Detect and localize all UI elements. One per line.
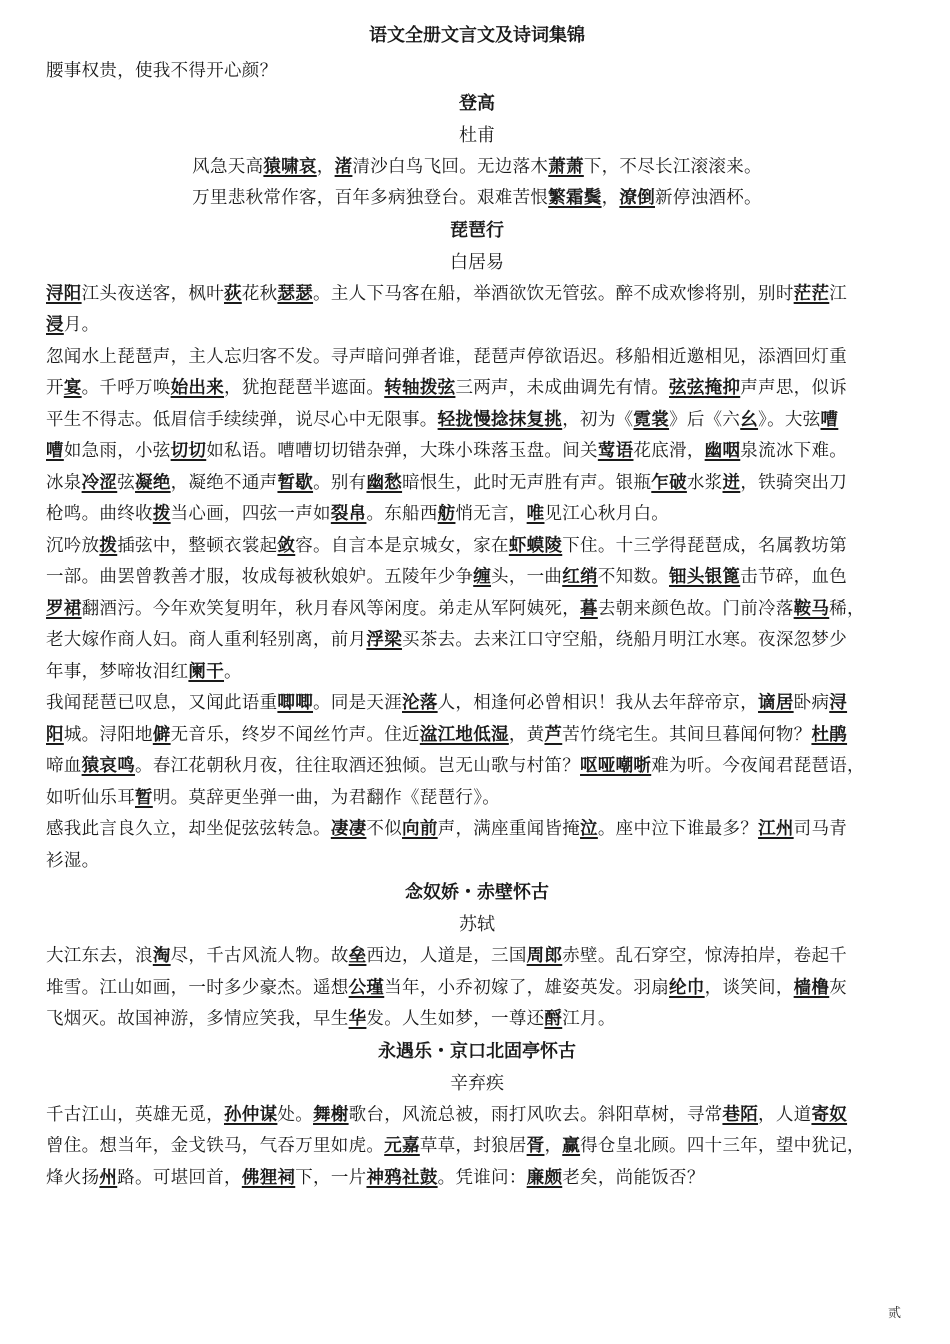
annotated-term: 迸 bbox=[722, 472, 741, 493]
text-run: 下，一片 bbox=[295, 1167, 367, 1188]
annotated-term: 酹 bbox=[544, 1009, 563, 1029]
text-run: 万里悲秋常作客，百年多病独登台。艰难苦恨 bbox=[192, 188, 549, 208]
annotated-term: 缠 bbox=[473, 567, 492, 587]
annotated-term: 神鸦社鼓 bbox=[366, 1167, 438, 1188]
text-run: 曾住。想当年，金戈铁马，气吞万里如虎。 bbox=[46, 1136, 385, 1156]
text-run: 月。 bbox=[63, 315, 100, 335]
text-run: 声，满座重闻皆掩 bbox=[437, 819, 581, 839]
annotated-term: 浸 bbox=[46, 315, 64, 335]
annotated-term: 周郎 bbox=[526, 946, 563, 966]
annotated-term: 佛狸祠 bbox=[241, 1167, 296, 1188]
text-run: 老矣，尚能饭否？ bbox=[562, 1167, 705, 1188]
text-run: 发。人生如梦，一尊还 bbox=[366, 1009, 545, 1029]
text-run: 如听仙乐耳 bbox=[46, 787, 135, 808]
text-run: 得仓皇北顾。四十三年，望中犹记， bbox=[580, 1136, 865, 1156]
text-run: 不似 bbox=[366, 819, 403, 839]
annotated-term: 唯 bbox=[526, 504, 545, 524]
text-run: 去朝来颜色故。门前冷落 bbox=[597, 598, 794, 619]
text-run: 人，相逢何必曾相识！我从去年辞帝京， bbox=[437, 693, 759, 713]
text-run: 如私语。嘈嘈切切错杂弹，大珠小珠落玉盘。间关 bbox=[206, 441, 598, 461]
annotated-term: 浮梁 bbox=[366, 630, 403, 650]
text-run: 感我此言良久立，却坐促弦弦转急。 bbox=[46, 819, 331, 839]
text-run: 》。大弦 bbox=[758, 409, 821, 430]
text-run: 。凭谁问： bbox=[437, 1167, 527, 1188]
text-run: 平生不得志。低眉信手续续弹，说尽心中无限事。 bbox=[46, 409, 438, 430]
prose-paragraph bbox=[46, 941, 908, 1036]
text-run: 飞烟灭。故国神游，多情应笑我，早生 bbox=[46, 1009, 349, 1029]
text-run: 难为听。今夜闻君琵琶语， bbox=[651, 756, 865, 776]
annotated-term: 芦 bbox=[544, 724, 563, 745]
annotated-term: 寄奴 bbox=[811, 1104, 848, 1125]
page-number: 贰 bbox=[888, 1306, 902, 1321]
prose-paragraph bbox=[46, 342, 908, 531]
text-run: 三两声，未成曲调先有情。 bbox=[455, 378, 670, 398]
annotated-term: 廉颇 bbox=[526, 1167, 563, 1188]
text-run: ， bbox=[316, 156, 335, 177]
poem-title: 永遇乐・京口北固亭怀古 bbox=[378, 1040, 576, 1062]
annotated-term: 唧唧 bbox=[277, 693, 314, 713]
text-run: 不知数。 bbox=[597, 567, 670, 587]
text-run: 忽闻水上琵琶声，主人忘归客不发。寻声暗问弹者谁，琵琶声停欲语迟。移船相近邀相见，添酒回灯重 bbox=[46, 346, 847, 367]
text-run: 暗恨生，此时无声胜有声。银瓶 bbox=[402, 472, 652, 493]
text-run: 。同是天涯 bbox=[313, 693, 403, 713]
annotated-term: 转轴拨弦 bbox=[384, 378, 456, 398]
annotated-term: 公瑾 bbox=[348, 977, 385, 998]
text-run: ， bbox=[544, 1136, 563, 1156]
text-run: 下住。十三学得琵琶成，名属教坊第 bbox=[562, 535, 848, 556]
annotated-term: 霓裳 bbox=[633, 409, 670, 430]
text-run: 江月。 bbox=[562, 1009, 616, 1029]
annotated-term: 僻 bbox=[152, 724, 171, 745]
text-run: 清沙白鸟飞回。无边落木 bbox=[352, 156, 549, 177]
text-run: ，凝绝不通声 bbox=[170, 472, 278, 493]
annotated-term: 浔阳 bbox=[46, 283, 82, 304]
poem-author: 辛弃疾 bbox=[450, 1072, 504, 1094]
annotated-term: 弦弦掩抑 bbox=[669, 378, 741, 398]
annotated-term: 阑干 bbox=[188, 661, 225, 682]
text-run: 苦竹绕宅生。其间旦暮闻何物？ bbox=[562, 724, 812, 745]
text-run: 。 bbox=[224, 661, 242, 682]
text-run: 稀， bbox=[829, 598, 865, 619]
annotated-term: 瑟瑟 bbox=[277, 283, 314, 304]
annotated-term: 垒 bbox=[348, 946, 367, 966]
text-run: 冰泉 bbox=[46, 472, 82, 493]
text-run: 当年，小乔初嫁了，雄姿英发。羽扇 bbox=[384, 977, 670, 998]
text-run: 弦 bbox=[117, 472, 136, 493]
annotated-term: 幺 bbox=[740, 409, 759, 430]
annotated-term: 繁霜鬓 bbox=[548, 188, 602, 208]
text-run: 翻酒污。今年欢笑复明年，秋月春风等闲度。弟走从军阿姨死， bbox=[81, 598, 581, 619]
text-run: 一部。曲罢曾教善才服，妆成每被秋娘妒。五陵年少争 bbox=[46, 567, 474, 587]
annotated-term: 胥 bbox=[526, 1136, 545, 1156]
text-run: 新停浊酒杯。 bbox=[655, 188, 762, 208]
text-run: 花底滑， bbox=[633, 441, 705, 461]
annotated-term: 淘 bbox=[152, 946, 171, 966]
text-run: 江头夜送客，枫叶 bbox=[81, 283, 225, 304]
annotated-term: 华 bbox=[348, 1009, 367, 1029]
annotated-term: 茫茫 bbox=[793, 283, 830, 304]
annotated-term: 宴 bbox=[63, 378, 82, 398]
annotated-term: 始出来 bbox=[170, 378, 225, 398]
text-run: 当心画，四弦一声如 bbox=[170, 504, 331, 524]
text-run: ，黄 bbox=[508, 724, 545, 745]
annotated-term: 鞍马 bbox=[793, 598, 830, 619]
prose-paragraph bbox=[46, 688, 908, 814]
poem-author: 杜甫 bbox=[459, 124, 495, 146]
annotated-term: 浔 bbox=[829, 693, 848, 713]
text-run: 花秋 bbox=[241, 283, 278, 304]
annotated-term: 罗裙 bbox=[46, 598, 82, 619]
annotated-term: 孙仲谋 bbox=[224, 1104, 278, 1125]
text-run: ，人道 bbox=[758, 1104, 812, 1125]
annotated-term: 猿哀鸣 bbox=[81, 756, 136, 776]
verse-line bbox=[46, 56, 908, 88]
text-run: 尽，千古风流人物。故 bbox=[170, 946, 349, 966]
text-run: 千古江山，英雄无觅， bbox=[46, 1104, 224, 1125]
prose-paragraph bbox=[46, 279, 908, 342]
annotated-term: 冷涩 bbox=[81, 472, 118, 493]
annotated-term: 裂帛 bbox=[330, 504, 367, 524]
text-run: 下，不尽长江滚滚来。 bbox=[583, 156, 762, 177]
document-page bbox=[46, 24, 908, 1194]
annotated-term: 萧萧 bbox=[548, 156, 584, 177]
text-run: 卧病 bbox=[793, 693, 830, 713]
text-run: 歌台，风流总被，雨打风吹去。斜阳草树，寻常 bbox=[348, 1104, 723, 1125]
annotated-term: 纶巾 bbox=[669, 977, 705, 998]
text-run: 我闻琵琶已叹息，又闻此语重 bbox=[46, 693, 278, 713]
text-run: 。千呼万唤 bbox=[81, 378, 171, 398]
annotated-term: 乍破 bbox=[651, 472, 687, 493]
text-run: 老大嫁作商人妇。商人重利轻别离，前月 bbox=[46, 630, 367, 650]
text-run: 开 bbox=[46, 378, 64, 398]
text-run: 见江心秋月白。 bbox=[544, 504, 670, 524]
annotated-term: 拨 bbox=[99, 535, 118, 556]
text-run: 。别有 bbox=[313, 472, 367, 493]
text-run: 如急雨，小弦 bbox=[63, 441, 171, 461]
annotated-term: 暂 bbox=[135, 787, 153, 808]
poem-author: 白居易 bbox=[450, 251, 504, 273]
annotated-term: 阳 bbox=[46, 724, 64, 745]
annotated-term: 舞榭 bbox=[313, 1104, 349, 1125]
annotated-term: 泣 bbox=[580, 819, 598, 839]
poem-title: 琵琶行 bbox=[450, 219, 504, 241]
text-run: 西边，人道是，三国 bbox=[366, 946, 527, 966]
text-run: 司马青 bbox=[793, 819, 848, 839]
document-body bbox=[46, 56, 908, 1194]
text-run: 处。 bbox=[277, 1104, 314, 1125]
text-run: 声声思，似诉 bbox=[740, 378, 848, 398]
text-run: 。座中泣下谁最多？ bbox=[597, 819, 759, 839]
text-run: 悄无言， bbox=[455, 504, 527, 524]
annotated-term: 钿头银篦 bbox=[669, 567, 741, 587]
annotated-term: 湓江地低湿 bbox=[419, 724, 509, 745]
text-run: 枪鸣。曲终收 bbox=[46, 504, 153, 524]
text-run: ，初为《 bbox=[562, 409, 634, 430]
text-run: 击节碎，血色 bbox=[740, 567, 848, 587]
text-run: 插弦中，整顿衣裳起 bbox=[117, 535, 278, 556]
annotated-term: 幽咽 bbox=[704, 441, 741, 461]
annotated-term: 舫 bbox=[437, 504, 456, 524]
annotated-term: 州 bbox=[99, 1167, 118, 1188]
text-run: 无音乐，终岁不闻丝竹声。住近 bbox=[170, 724, 420, 745]
text-run: 啼血 bbox=[46, 756, 82, 776]
text-run: ， bbox=[601, 188, 620, 208]
text-run: 泉流冰下难。 bbox=[740, 441, 848, 461]
annotated-term: 赢 bbox=[562, 1136, 581, 1156]
text-run: 明。莫辞更坐弹一曲，为君翻作《琵琶行》。 bbox=[152, 787, 501, 808]
annotated-term: 莺语 bbox=[597, 441, 634, 461]
text-run: 赤壁。乱石穿空，惊涛拍岸，卷起千 bbox=[562, 946, 848, 966]
text-run: 衫湿。 bbox=[46, 850, 100, 871]
annotated-term: 嘈 bbox=[820, 409, 839, 430]
prose-paragraph bbox=[46, 814, 908, 877]
poem-title: 念奴娇・赤壁怀古 bbox=[405, 882, 549, 903]
annotated-term: 虾蟆陵 bbox=[508, 535, 563, 556]
text-run: 城。浔阳地 bbox=[63, 724, 153, 745]
text-run: 腰事权贵，使我不得开心颜？ bbox=[46, 61, 278, 81]
text-run: 路。可堪回首， bbox=[117, 1167, 242, 1188]
prose-paragraph bbox=[46, 1100, 908, 1195]
text-run: 。主人下马客在船，举酒欲饮无管弦。醉不成欢惨将别，别时 bbox=[313, 283, 794, 304]
annotated-term: 幽愁 bbox=[366, 472, 403, 493]
annotated-term: 凄凄 bbox=[330, 819, 367, 839]
annotated-term: 荻 bbox=[224, 283, 242, 304]
annotated-term: 轻拢慢捻抹复挑 bbox=[437, 409, 563, 430]
annotated-term: 潦倒 bbox=[619, 188, 655, 208]
text-run: ，犹抱琵琶半遮面。 bbox=[224, 378, 385, 398]
poem-author: 苏轼 bbox=[459, 914, 495, 935]
annotated-term: 巷陌 bbox=[722, 1104, 759, 1125]
text-run: 烽火扬 bbox=[46, 1167, 100, 1188]
annotated-term: 敛 bbox=[277, 535, 296, 556]
annotated-term: 元嘉 bbox=[384, 1136, 420, 1156]
text-run: 水浆 bbox=[686, 472, 723, 493]
text-run: 灰 bbox=[829, 977, 848, 998]
text-run: 头，一曲 bbox=[491, 567, 563, 587]
text-run: 沉吟放 bbox=[46, 535, 100, 556]
annotated-term: 呕哑嘲哳 bbox=[580, 756, 652, 776]
document-title: 语文全册文言文及诗词集锦 bbox=[369, 25, 585, 46]
annotated-term: 暮 bbox=[580, 598, 598, 619]
annotated-term: 红绡 bbox=[562, 567, 598, 587]
annotated-term: 暂歇 bbox=[277, 472, 314, 493]
text-run: 堆雪。江山如画，一时多少豪杰。遥想 bbox=[46, 977, 349, 998]
text-run: 。东船西 bbox=[366, 504, 438, 524]
poem-title: 登高 bbox=[459, 92, 495, 114]
annotated-term: 猿啸哀 bbox=[263, 156, 317, 177]
annotated-term: 拨 bbox=[152, 504, 171, 524]
annotated-term: 渚 bbox=[334, 156, 353, 177]
text-run: 风急天高 bbox=[192, 156, 264, 177]
text-run: 江 bbox=[829, 283, 848, 304]
text-run: 容。自言本是京城女，家在 bbox=[295, 535, 509, 556]
text-run: 。春江花朝秋月夜，往往取酒还独倾。岂无山歌与村笛？ bbox=[135, 756, 581, 776]
verse-line bbox=[46, 152, 908, 184]
annotated-term: 切切 bbox=[170, 441, 207, 461]
verse-line bbox=[46, 183, 908, 215]
text-run: ，谈笑间， bbox=[704, 977, 794, 998]
annotated-term: 凝绝 bbox=[135, 472, 171, 493]
annotated-term: 江州 bbox=[758, 819, 794, 839]
prose-paragraph bbox=[46, 531, 908, 689]
text-run: 买茶去。去来江口守空船，绕船月明江水寒。夜深忽梦少 bbox=[402, 630, 848, 650]
text-run: 大江东去，浪 bbox=[46, 946, 153, 966]
annotated-term: 谪居 bbox=[758, 693, 794, 713]
text-run: 》后《六 bbox=[669, 409, 741, 430]
annotated-term: 向前 bbox=[402, 819, 438, 839]
annotated-term: 嘈 bbox=[46, 441, 64, 461]
annotated-term: 沦落 bbox=[402, 693, 438, 713]
text-run: 草草，封狼居 bbox=[419, 1136, 527, 1156]
annotated-term: 樯橹 bbox=[793, 977, 830, 998]
text-run: ，铁骑突出刀 bbox=[740, 472, 848, 493]
text-run: 年事，梦啼妆泪红 bbox=[46, 661, 189, 682]
annotated-term: 杜鹃 bbox=[811, 724, 848, 745]
